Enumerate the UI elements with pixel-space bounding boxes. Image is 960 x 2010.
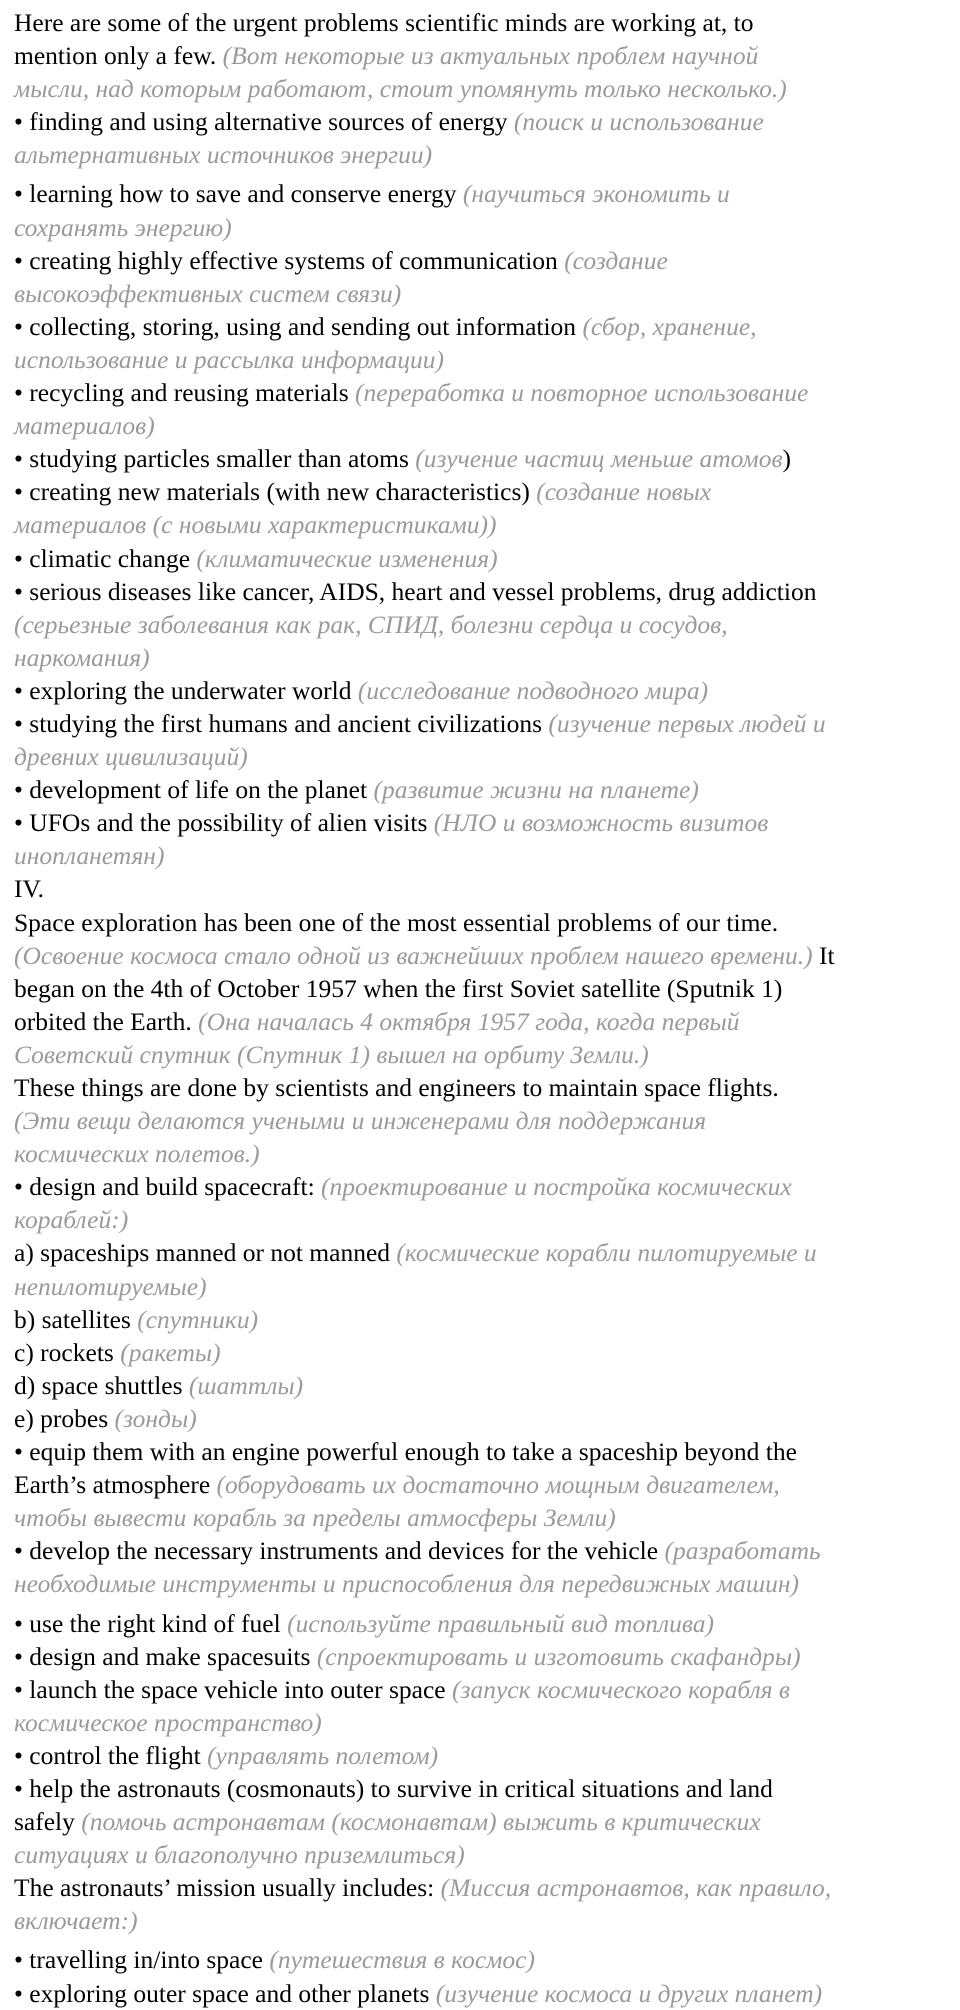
translation-text: (управлять полетом) — [207, 1740, 439, 1770]
english-text: safely — [14, 1807, 82, 1837]
text-line — [14, 1501, 948, 1534]
english-text: • studying the first humans and ancient civilizations — [14, 708, 549, 738]
translation-text: (помочь астронавтам (космонавтам) выжить в критических — [81, 1807, 761, 1837]
text-line — [14, 1038, 948, 1071]
english-text: • development of life on the planet — [14, 775, 374, 805]
text-line — [14, 839, 948, 872]
text-line — [14, 376, 948, 409]
english-text: IV. — [14, 874, 44, 904]
translation-text: космических полетов.) — [14, 1139, 260, 1169]
translation-text: (Освоение космоса стало одной из важнейших проблем нашего времени.) — [14, 940, 813, 970]
english-text: • creating highly effective systems of communication — [14, 245, 565, 275]
english-text: • climatic change — [14, 543, 197, 573]
translation-text: необходимые инструменты и приспособления для передвижных машин) — [14, 1569, 800, 1599]
text-line — [14, 1005, 948, 1038]
text-line — [14, 177, 948, 210]
text-line — [14, 1904, 948, 1937]
translation-text: сохранять энергию) — [14, 212, 232, 242]
text-line — [14, 575, 948, 608]
translation-text: (создание новых — [536, 477, 712, 507]
text-line — [14, 1369, 948, 1402]
text-line — [14, 1137, 948, 1170]
translation-text: (сбор, хранение, — [582, 311, 757, 341]
translation-text: (изучение первых людей и — [548, 708, 826, 738]
text-line — [14, 277, 948, 310]
text-line — [14, 972, 948, 1005]
english-text: e) probes — [14, 1403, 115, 1433]
text-line — [14, 906, 948, 939]
english-text: • exploring outer space and other planets — [14, 1978, 436, 2008]
translation-text: древних цивилизаций) — [14, 742, 248, 772]
translation-text: (спроектировать и изготовить скафандры) — [316, 1641, 801, 1671]
text-line — [14, 1303, 948, 1336]
english-text: • design and build spacecraft: — [14, 1172, 322, 1202]
text-line — [14, 872, 948, 905]
translation-text: (развитие жизни на планете) — [373, 775, 699, 805]
english-text: d) space shuttles — [14, 1370, 189, 1400]
translation-text: (переработка и повторное использование — [355, 378, 809, 408]
text-line — [14, 1468, 948, 1501]
english-text: Space exploration has been one of the most essential problems of our time. — [14, 907, 779, 937]
text-line — [14, 773, 948, 806]
translation-text: (оборудовать их достаточно мощным двигателем, — [216, 1470, 780, 1500]
translation-text: (НЛО и возможность визитов — [433, 808, 769, 838]
english-text: Here are some of the urgent problems scientific minds are working at, to — [14, 8, 754, 37]
english-text: • recycling and reusing materials — [14, 378, 356, 408]
text-line — [14, 1772, 948, 1805]
text-line — [14, 508, 948, 541]
text-line — [14, 138, 948, 171]
translation-text: (создание — [564, 245, 668, 275]
text-line — [14, 72, 948, 105]
english-text: • help the astronauts (cosmonauts) to survive in critical situations and land — [14, 1773, 773, 1803]
translation-text: высокоэффективных систем связи) — [14, 278, 402, 308]
english-text: • design and make spacesuits — [14, 1641, 317, 1671]
english-text: • exploring the underwater world — [14, 675, 358, 705]
translation-text: (Эти вещи делаются учеными и инженерами для поддержания — [14, 1106, 707, 1136]
text-line — [14, 1706, 948, 1739]
english-text: • creating new materials (with new characteristics) — [14, 477, 537, 507]
text-line — [14, 1871, 948, 1904]
text-line — [14, 1943, 948, 1976]
english-text: • launch the space vehicle into outer space — [14, 1674, 452, 1704]
translation-text: ситуациях и благополучно приземлиться) — [14, 1840, 465, 1870]
text-line — [14, 105, 948, 138]
text-line — [14, 1640, 948, 1673]
english-text: mention only a few. — [14, 41, 223, 71]
text-line — [14, 1203, 948, 1236]
text-line — [14, 310, 948, 343]
text-line — [14, 1104, 948, 1137]
translation-text: использование и рассылка информации) — [14, 344, 444, 374]
text-line — [14, 6, 948, 39]
english-text: • UFOs and the possibility of alien visits — [14, 808, 434, 838]
text-line — [14, 1739, 948, 1772]
text-line — [14, 1607, 948, 1640]
translation-text: (серьезные заболевания как рак, СПИД, болезни сердца и сосудов, — [14, 609, 728, 639]
text-line — [14, 1435, 948, 1468]
english-text: orbited the Earth. — [14, 1006, 199, 1036]
translation-text: (климатические изменения) — [196, 543, 498, 573]
translation-text: альтернативных источников энергии) — [14, 140, 433, 170]
translation-text: (спутники) — [137, 1304, 259, 1334]
text-line — [14, 409, 948, 442]
text-line — [14, 740, 948, 773]
text-line — [14, 1805, 948, 1838]
translation-text: (Миссия астронавтов, как правило, — [440, 1873, 832, 1903]
english-text: • studying particles smaller than atoms — [14, 444, 416, 474]
english-text: • travelling in/into space — [14, 1945, 270, 1975]
translation-text: (путешествия в космос) — [269, 1945, 535, 1975]
english-text: • serious diseases like cancer, AIDS, heart and vessel problems, drug addiction — [14, 576, 817, 606]
english-text: Earth’s atmosphere — [14, 1470, 217, 1500]
translation-text: инопланетян) — [14, 841, 165, 871]
text-line — [14, 211, 948, 244]
translation-text: чтобы вывести корабль за пределы атмосферы Земли) — [14, 1503, 616, 1533]
text-line — [14, 707, 948, 740]
translation-text: (космические корабли пилотируемые и — [396, 1238, 817, 1268]
english-text: a) spaceships manned or not manned — [14, 1238, 397, 1268]
translation-text: (изучение космоса и других планет) — [435, 1978, 823, 2008]
translation-text: (Она началась 4 октября 1957 года, когда первый — [198, 1006, 740, 1036]
text-line — [14, 1170, 948, 1203]
english-text: c) rockets — [14, 1337, 121, 1367]
english-text: ) — [782, 444, 792, 474]
translation-text: материалов (с новыми характеристиками)) — [14, 510, 497, 540]
translation-text: (изучение частиц меньше атомов — [415, 444, 783, 474]
english-text: • develop the necessary instruments and devices for the vehicle — [14, 1536, 665, 1566]
text-line — [14, 674, 948, 707]
text-line — [14, 1270, 948, 1303]
text-line — [14, 608, 948, 641]
translation-text: (шаттлы) — [188, 1370, 304, 1400]
text-line — [14, 806, 948, 839]
text-line — [14, 1336, 948, 1369]
translation-text: наркомания) — [14, 642, 150, 672]
translation-text: Советский спутник (Спутник 1) вышел на орбиту Земли.) — [14, 1039, 649, 1069]
english-text: • control the flight — [14, 1740, 208, 1770]
text-line — [14, 1838, 948, 1871]
text-line — [14, 475, 948, 508]
text-line — [14, 641, 948, 674]
translation-text: включает:) — [14, 1906, 138, 1936]
text-line — [14, 1402, 948, 1435]
translation-text: (проектирование и постройка космических — [321, 1172, 792, 1202]
english-text: • collecting, storing, using and sending out information — [14, 311, 583, 341]
english-text: • learning how to save and conserve energy — [14, 179, 463, 209]
english-text: It — [812, 940, 835, 970]
translation-text: (исследование подводного мира) — [357, 675, 709, 705]
text-line — [14, 39, 948, 72]
translation-text: кораблей:) — [14, 1205, 129, 1235]
translation-text: (научиться экономить и — [462, 179, 730, 209]
english-text: began on the 4th of October 1957 when the first Soviet satellite (Sputnik 1) — [14, 973, 783, 1003]
text-line — [14, 1673, 948, 1706]
english-text: These things are done by scientists and engineers to maintain space flights. — [14, 1073, 779, 1102]
translation-text: (запуск космического корабля в — [452, 1674, 790, 1704]
translation-text: материалов) — [14, 411, 155, 441]
english-text: • use the right kind of fuel — [14, 1608, 288, 1638]
translation-text: (разработать — [664, 1536, 821, 1566]
text-line — [14, 542, 948, 575]
english-text: • finding and using alternative sources of energy — [14, 107, 514, 137]
text-line — [14, 1977, 948, 2010]
text-line — [14, 343, 948, 376]
translation-text: (ракеты) — [120, 1337, 221, 1367]
translation-text: (зонды) — [114, 1403, 197, 1433]
text-line — [14, 939, 948, 972]
english-text: The astronauts’ mission usually includes: — [14, 1873, 441, 1903]
translation-text: (поиск и использование — [513, 107, 764, 137]
translation-text: космическое пространство) — [14, 1707, 322, 1737]
text-line — [14, 1236, 948, 1269]
text-line — [14, 442, 948, 475]
text-line — [14, 1071, 948, 1104]
text-line — [14, 244, 948, 277]
english-text: b) satellites — [14, 1304, 138, 1334]
translation-text: (Вот некоторые из актуальных проблем научной — [222, 41, 759, 71]
text-line — [14, 1534, 948, 1567]
translation-text: (используйте правильный вид топлива) — [287, 1608, 715, 1638]
english-text: • equip them with an engine powerful enough to take a spaceship beyond the — [14, 1437, 797, 1467]
translation-text: непилотируемые) — [14, 1271, 207, 1301]
text-line — [14, 1567, 948, 1600]
translation-text: мысли, над которым работают, стоит упомянуть только несколько.) — [14, 74, 787, 104]
